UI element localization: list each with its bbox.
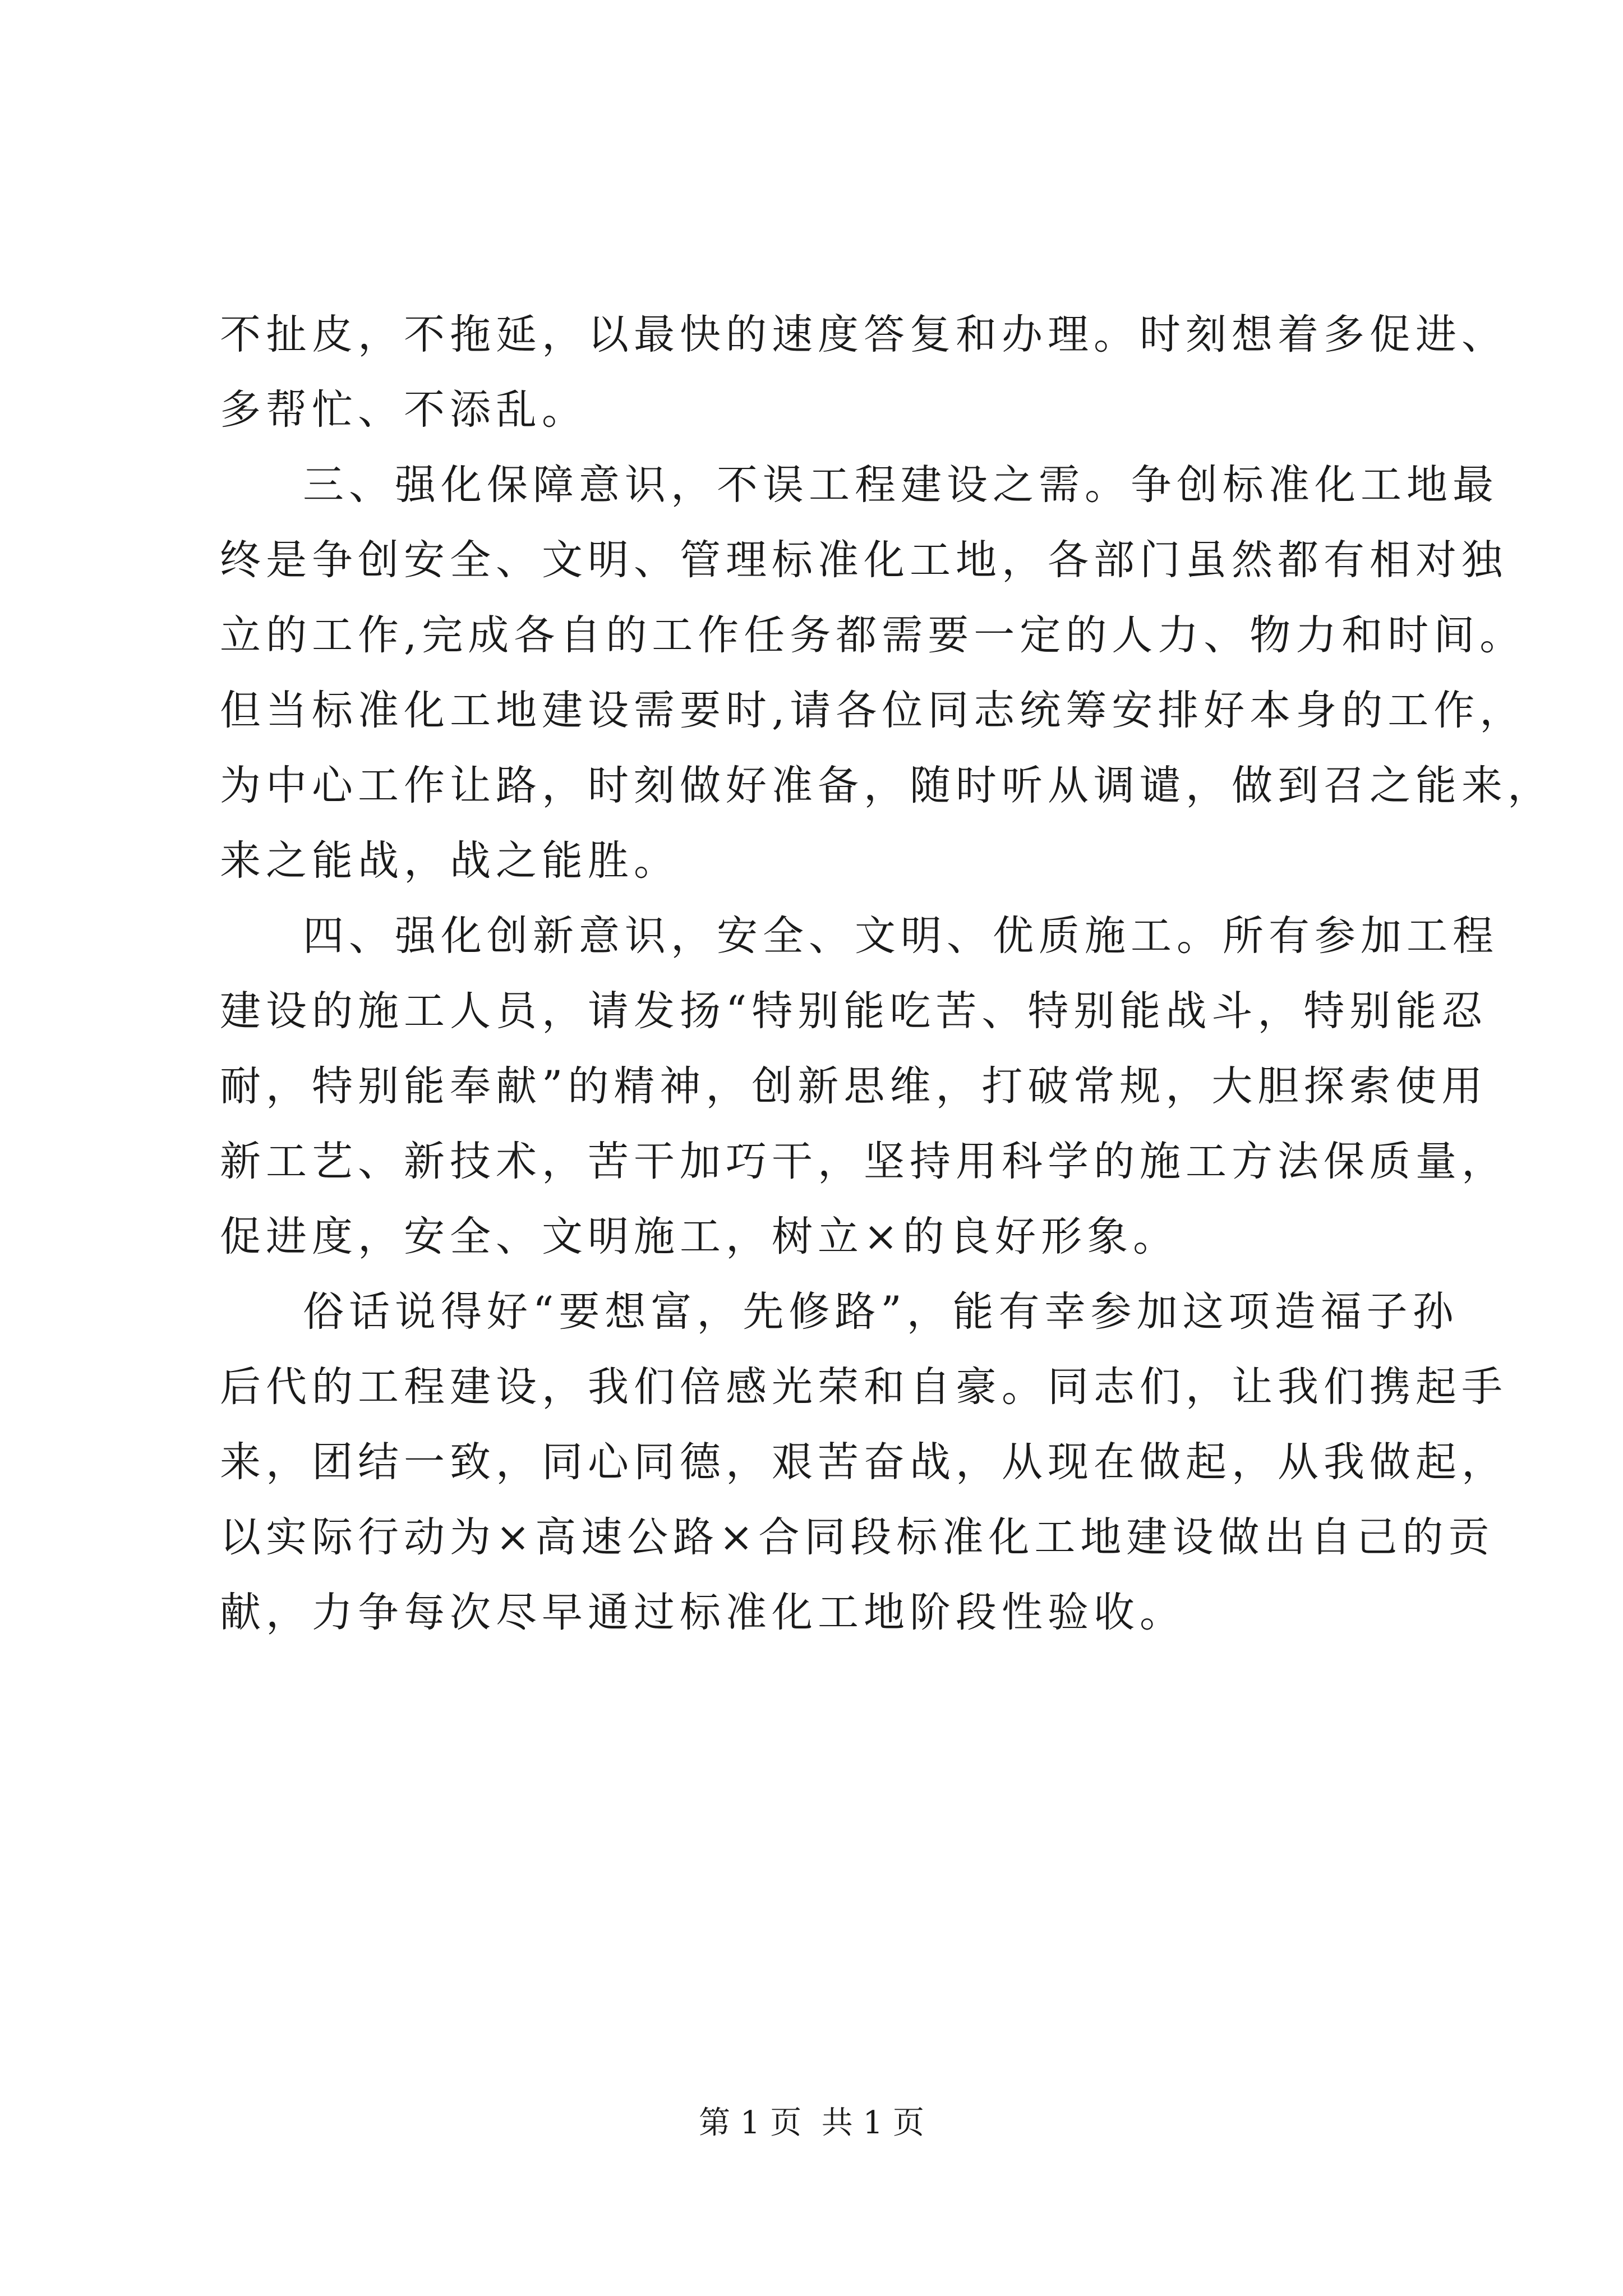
text-line: 以实际行动为×高速公路×合同段标准化工地建设做出自己的贡 bbox=[220, 1513, 1495, 1561]
text-line: 来之能战，战之能胜。 bbox=[220, 837, 680, 885]
page-number: 第 1 页 共 1 页 bbox=[698, 2105, 925, 2141]
page-footer bbox=[0, 2104, 1623, 2143]
text-line: 为中心工作让路，时刻做好准备，随时听从调谴，做到召之能来， bbox=[220, 762, 1553, 809]
text-line: 后代的工程建设，我们倍感光荣和自豪。同志们，让我们携起手 bbox=[220, 1363, 1507, 1411]
text-line: 立的工作,完成各自的工作任务都需要一定的人力、物力和时间。 bbox=[220, 611, 1526, 659]
text-line: 多帮忙、不添乱。 bbox=[220, 386, 588, 434]
text-line: 不扯皮，不拖延，以最快的速度答复和办理。时刻想着多促进、 bbox=[220, 311, 1507, 358]
text-line: 终是争创安全、文明、管理标准化工地，各部门虽然都有相对独 bbox=[220, 536, 1507, 584]
text-line: 新工艺、新技术，苦干加巧干，坚持用科学的施工方法保质量， bbox=[220, 1138, 1507, 1185]
text-line: 献，力争每次尽早通过标准化工地阶段性验收。 bbox=[220, 1589, 1186, 1636]
text-line: 促进度，安全、文明施工，树立×的良好形象。 bbox=[220, 1213, 1179, 1260]
body-text bbox=[220, 297, 1553, 1650]
paragraph-start-line: 俗话说得好“要想富，先修路”，能有幸参加这项造福子孙 bbox=[303, 1288, 1459, 1336]
text-line: 建设的施工人员，请发扬“特别能吃苦、特别能战斗，特别能忍 bbox=[220, 987, 1488, 1035]
text-line: 但当标准化工地建设需要时,请各位同志统筹安排好本身的工作， bbox=[220, 687, 1526, 734]
text-line: 耐，特别能奉献”的精神，创新思维，打破常规，大胆探索使用 bbox=[220, 1062, 1488, 1110]
paragraph-start-line: 四、强化创新意识，安全、文明、优质施工。所有参加工程 bbox=[303, 912, 1498, 960]
text-line: 来，团结一致，同心同德，艰苦奋战，从现在做起，从我做起， bbox=[220, 1438, 1507, 1486]
paragraph-start-line: 三、强化保障意识，不误工程建设之需。争创标准化工地最 bbox=[303, 461, 1498, 509]
